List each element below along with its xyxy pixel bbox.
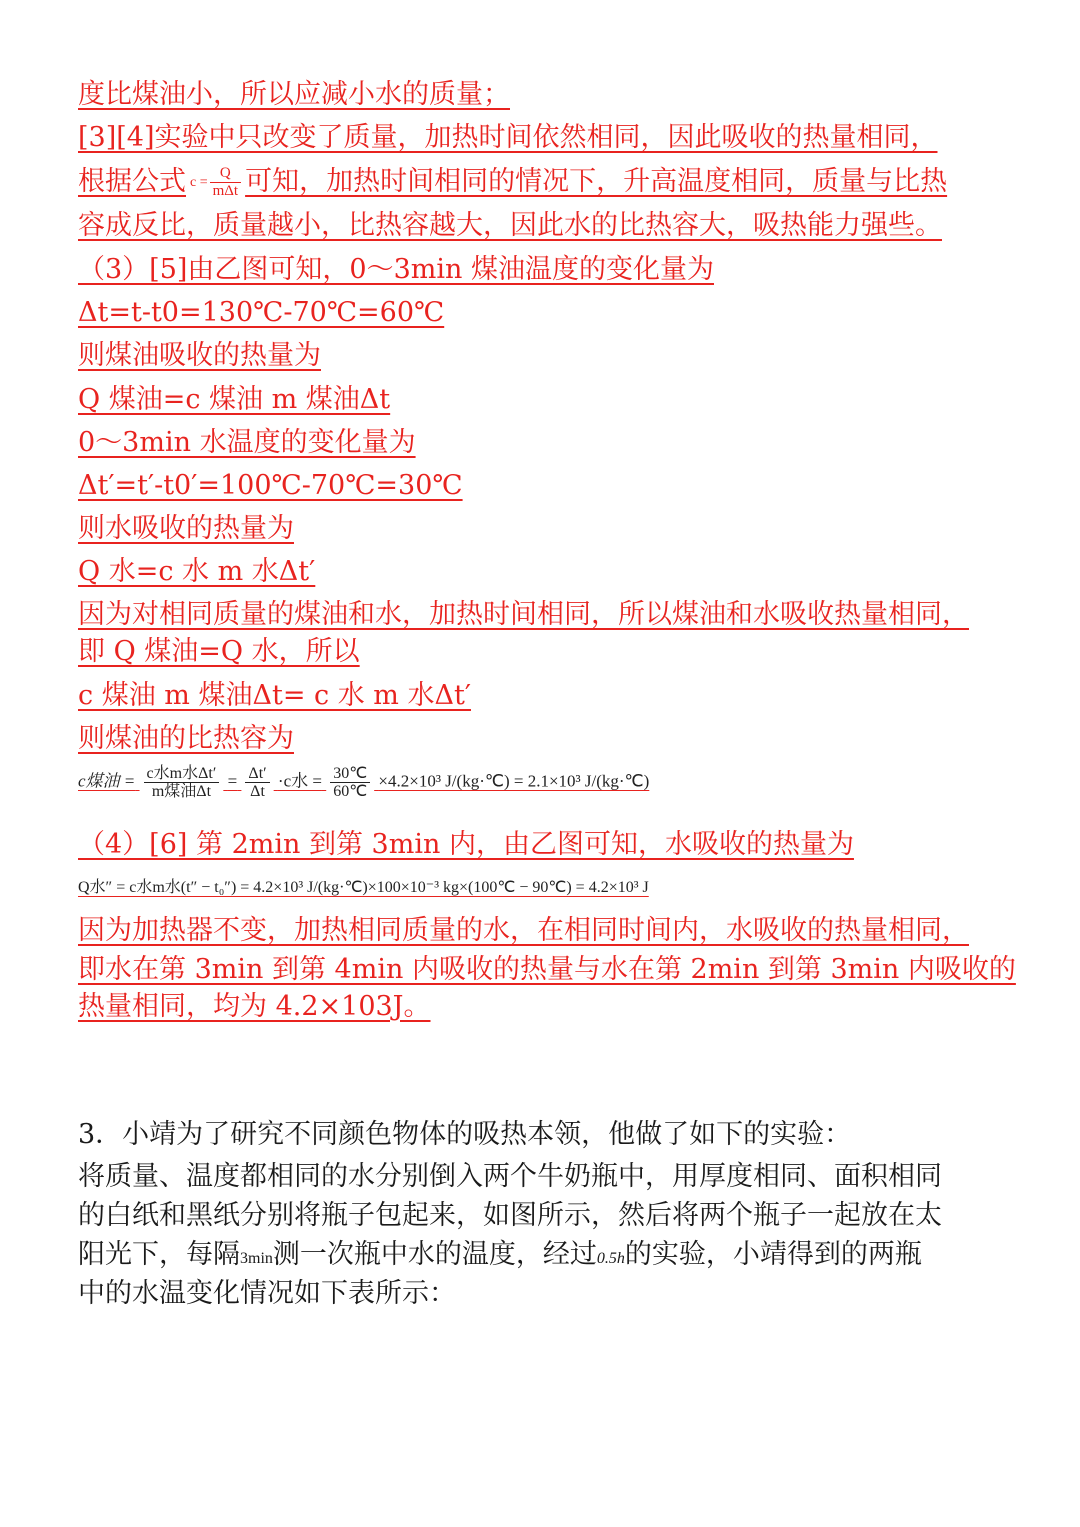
formula-part: c煤油 = — [78, 771, 136, 791]
formula-fraction: $\frac{30℃}{60℃}$ — [330, 765, 370, 800]
answer-text: 根据公式 — [78, 166, 186, 197]
question-text: 的实验，小靖得到的两瓶 — [624, 1239, 922, 1270]
inline-quantity: 0.5h — [596, 1250, 625, 1267]
answer-line — [78, 165, 947, 200]
question-text: 阳光下，每隔 — [78, 1239, 240, 1270]
formula-lhs: c = — [190, 175, 208, 190]
formula-fraction: $\frac{\text{c水m水Δt′}}{\text{m煤油Δt}}$ — [144, 765, 220, 800]
formula-fraction: $\frac{\Delta t'}{\Delta t}$ — [245, 765, 269, 800]
answer-line: Q 煤油=c 煤油 m 煤油Δt — [78, 384, 391, 415]
formula-denominator: mΔt — [212, 183, 239, 199]
answer-line: 因为对相同质量的煤油和水，加热时间相同，所以煤油和水吸收热量相同， — [78, 599, 969, 630]
formula-part: ×4.2×10³ J/(kg·℃) = 2.1×10³ J/(kg·℃) — [378, 771, 650, 791]
question-line: 3．小靖为了研究不同颜色物体的吸热本领，他做了如下的实验： — [78, 1119, 852, 1150]
answer-line: 则水吸收的热量为 — [78, 513, 294, 544]
answer-line: （4）[6] 第 2min 到第 3min 内，由乙图可知，水吸收的热量为 — [78, 829, 854, 860]
answer-text: 可知，加热时间相同的情况下，升高温度相同，质量与比热 — [245, 166, 948, 197]
question-line: 将质量、温度都相同的水分别倒入两个牛奶瓶中，用厚度相同、面积相同 — [78, 1161, 942, 1192]
answer-line: 则煤油的比热容为 — [78, 723, 294, 754]
inline-formula — [190, 165, 241, 200]
question-text: 测一次瓶中水的温度，经过 — [272, 1239, 597, 1270]
answer-line: （3）[5]由乙图可知，0～3min 煤油温度的变化量为 — [78, 254, 714, 285]
formula-part: ·c水 = — [277, 771, 322, 791]
formula-kerosene-specific-heat — [78, 765, 649, 800]
answer-line: Q 水=c 水 m 水Δt′ — [78, 556, 316, 587]
answer-line: c 煤油 m 煤油Δt= c 水 m 水Δt′ — [78, 680, 471, 711]
question-line: 中的水温变化情况如下表所示： — [78, 1278, 456, 1309]
answer-line: 度比煤油小，所以应减小水的质量； — [78, 79, 510, 110]
question-line: 的白纸和黑纸分别将瓶子包起来，如图所示，然后将两个瓶子一起放在太 — [78, 1200, 942, 1231]
answer-line: 0～3min 水温度的变化量为 — [78, 427, 416, 458]
question-line — [78, 1238, 922, 1276]
inline-quantity: 3min — [240, 1250, 273, 1267]
answer-line: 则煤油吸收的热量为 — [78, 340, 321, 371]
answer-line: 即 Q 煤油=Q 水，所以 — [78, 636, 360, 667]
formula-numerator: Q — [210, 165, 241, 183]
answer-line: 因为加热器不变，加热相同质量的水，在相同时间内，水吸收的热量相同， — [78, 915, 969, 946]
formula-part: = — [227, 771, 238, 791]
answer-line: Δt′=t′-t0′=100℃-70℃=30℃ — [78, 470, 463, 501]
answer-line: 容成反比，质量越小，比热容越大，因此水的比热容大，吸热能力强些。 — [78, 210, 942, 241]
answer-line: 即水在第 3min 到第 4min 内吸收的热量与水在第 2min 到第 3min 内吸收的 — [78, 954, 1016, 985]
formula-water-heat: Q水″ = c水m水(t″ − t₀″) = 4.2×10³ J/(kg·℃)×100×10⁻³ kg×(100℃ − 90℃) = 4.2×10³ J — [78, 879, 649, 896]
answer-line: 热量相同，均为 4.2×103J。 — [78, 991, 431, 1022]
answer-line: Δt=t-t0=130℃-70℃=60℃ — [78, 297, 445, 328]
answer-line: [3][4]实验中只改变了质量，加热时间依然相同，因此吸收的热量相同， — [78, 122, 938, 153]
